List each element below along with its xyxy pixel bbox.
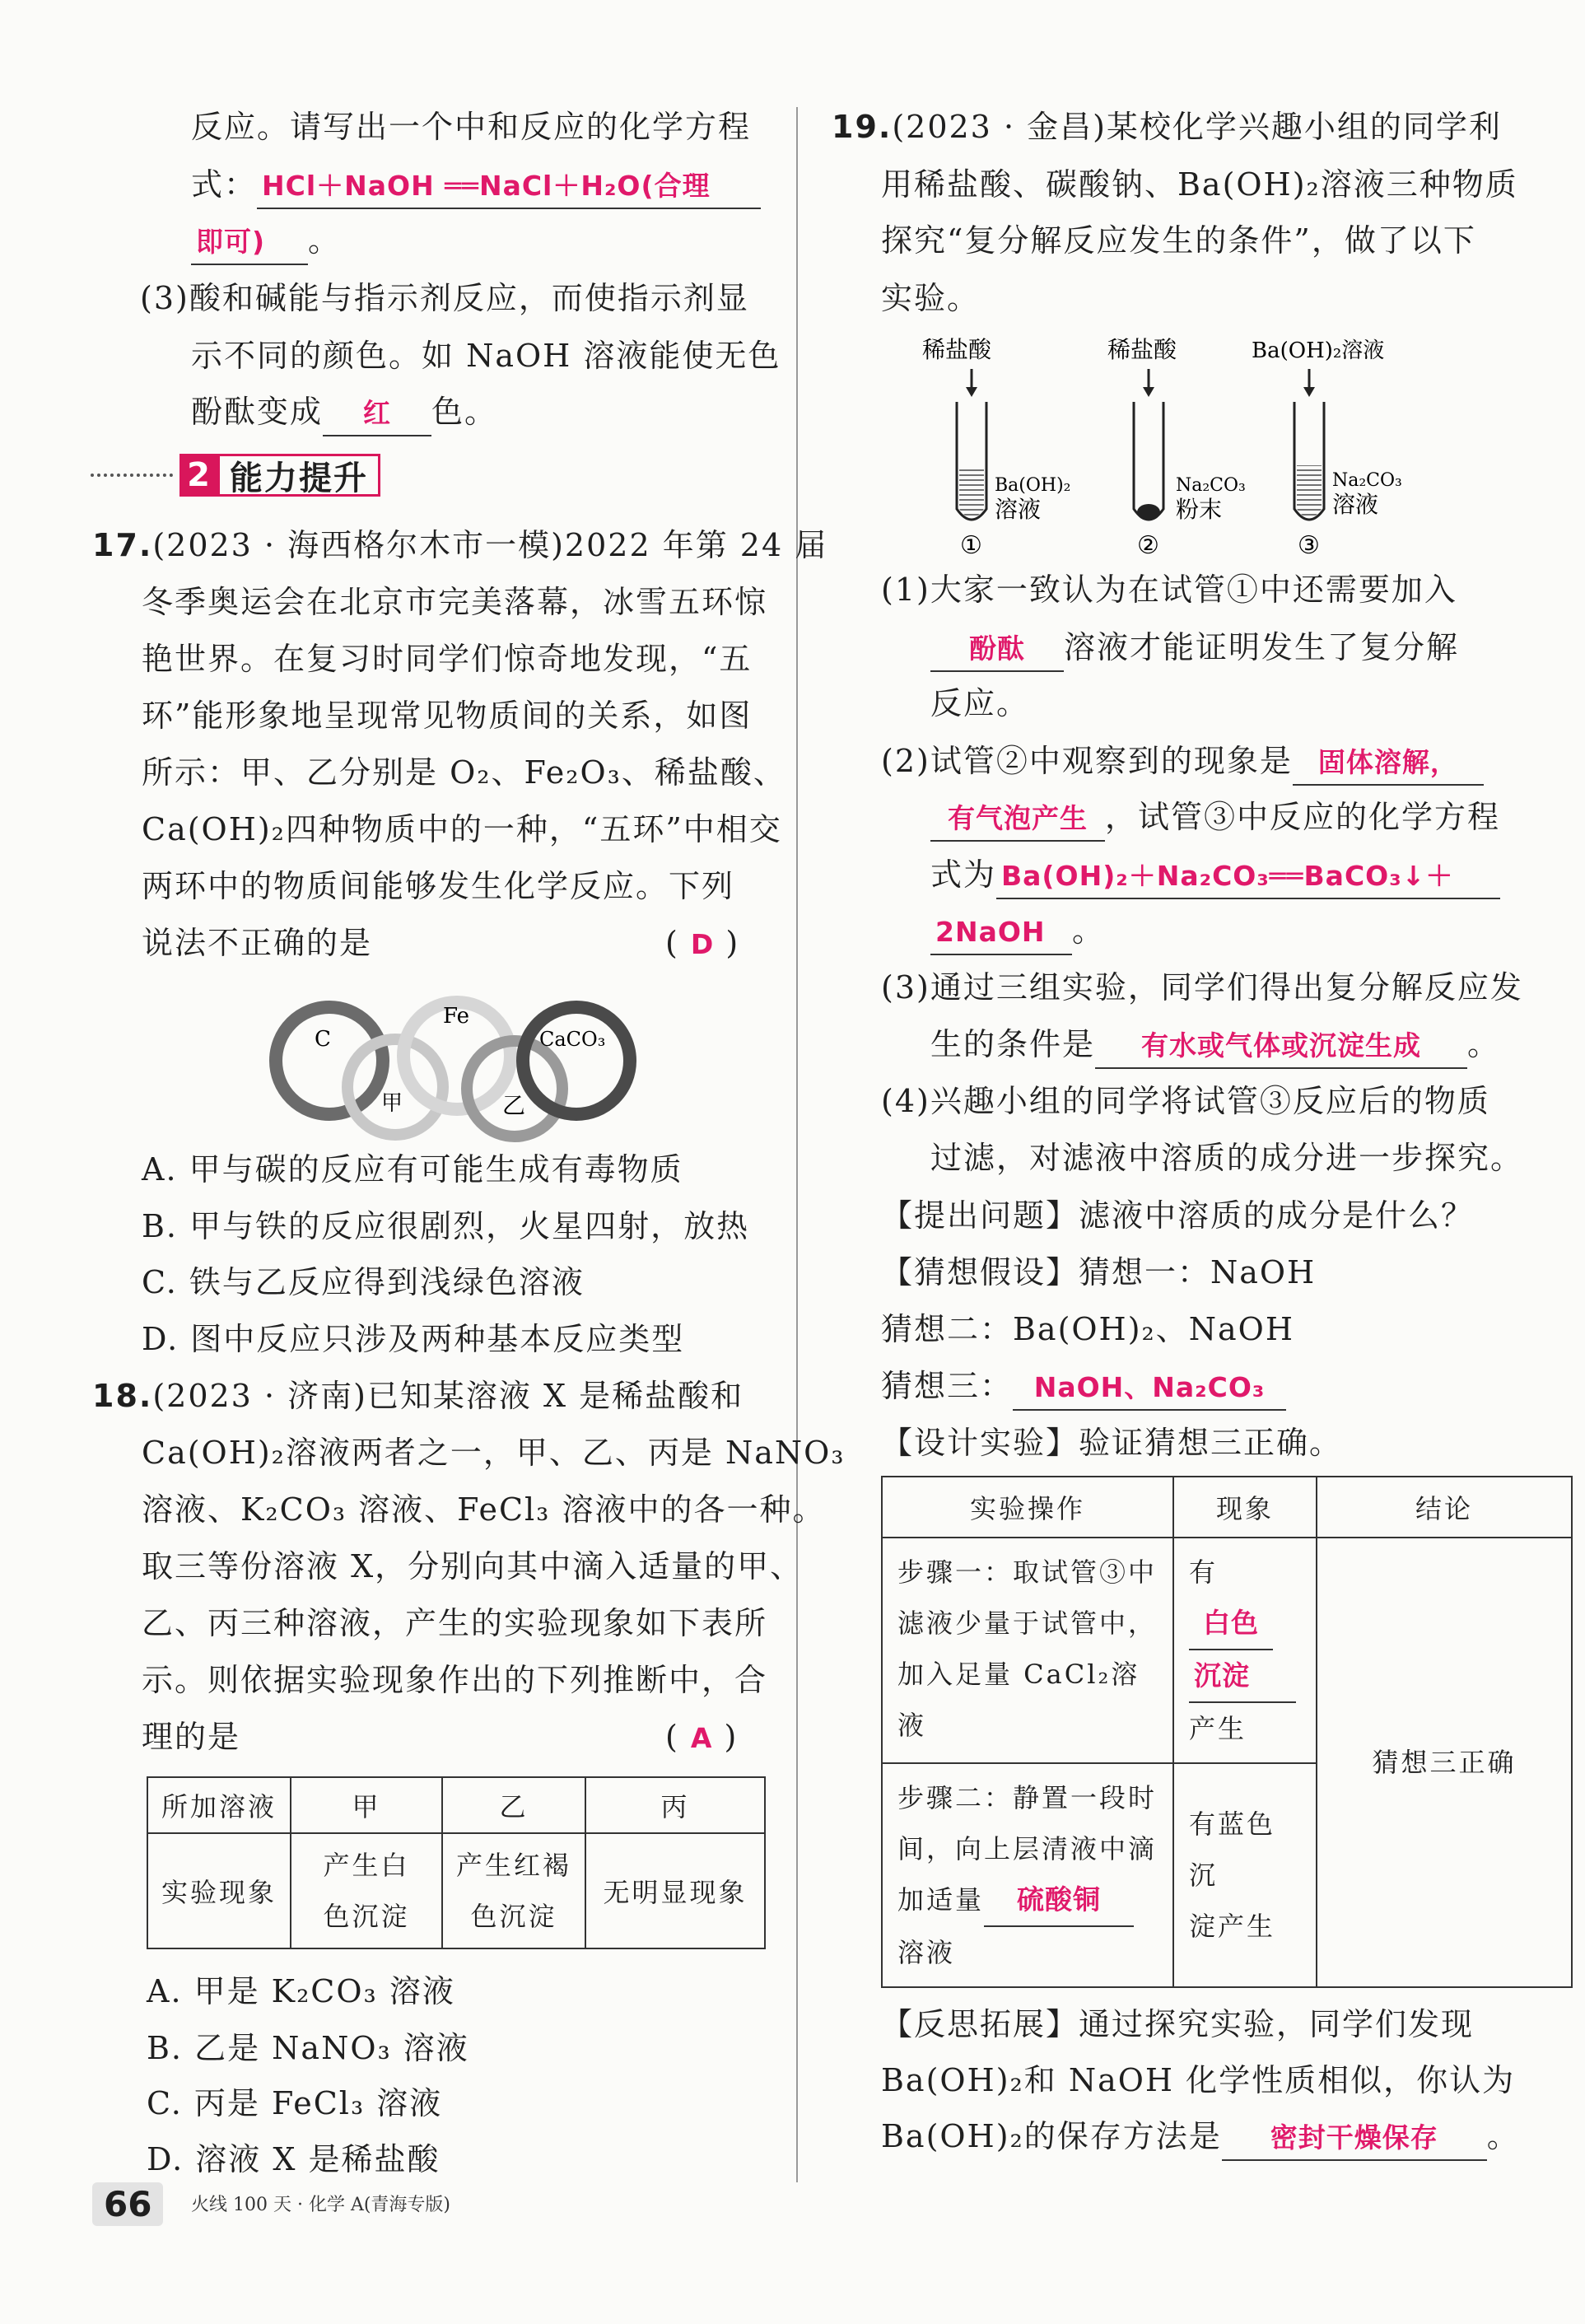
table-cell [291, 1833, 442, 1948]
section-number: 2 [179, 454, 217, 497]
text-line: 【反思拓展】通过探究实验，同学们发现 [881, 2006, 1475, 2042]
option-a: A. 甲是 K₂CO₃ 溶液 [147, 1973, 455, 2009]
table-header: 实验操作 [882, 1477, 1173, 1538]
text-line: 反应。 [930, 685, 1030, 721]
text-line [930, 626, 1459, 672]
tube-2-number: ② [1137, 531, 1159, 560]
text-line: 示不同的颜色。如 NaOH 溶液能使无色 [191, 338, 781, 374]
answer-equation-cont: 即可) [191, 221, 308, 265]
text-line: 溶液、K₂CO₃ 溶液、FeCl₃ 溶液中的各一种。 [142, 1491, 826, 1528]
text-line: Ca(OH)₂四种物质中的一种，“五环”中相交 [142, 811, 782, 847]
option-b: B. 乙是 NaNO₃ 溶液 [147, 2030, 469, 2066]
text-line: 环”能形象地呈现常见物质间的关系，如图 [142, 698, 753, 734]
answer-equation-cont: 2NaOH [930, 911, 1072, 955]
text-label: 。 [1467, 1026, 1501, 1062]
answer-equation: Ba(OH)₂＋Na₂CO₃══BaCO₃↓＋ [996, 855, 1500, 899]
answer-letter: A [690, 1722, 713, 1754]
cell-text: 色沉淀 [470, 1901, 557, 1932]
text-line: 所示：甲、乙分别是 O₂、Fe₂O₃、稀盐酸、 [142, 754, 786, 791]
tube-1-content: Ba(OH)₂ [995, 475, 1071, 496]
tube-1-liquid [959, 469, 984, 518]
q18-table [147, 1776, 766, 1949]
tube-3-number: ③ [1298, 531, 1320, 560]
text-label: 色。 [431, 394, 498, 430]
cell-text: 有蓝色沉 [1189, 1808, 1276, 1891]
text-label: Ba(OH)₂的保存方法是 [881, 2118, 1222, 2154]
text-line: 实验。 [881, 280, 981, 316]
cell-text: 产生 [1189, 1713, 1247, 1744]
text-line [881, 1365, 1286, 1411]
text-line: (4)兴趣小组的同学将试管③反应后的物质 [881, 1083, 1490, 1119]
text-label: 溶液才能证明发生了复分解 [1064, 629, 1460, 665]
text-label: 式为 [930, 856, 997, 893]
cell-text: 产生白 [323, 1850, 410, 1881]
text-line: 探究“复分解反应发生的条件”，做了以下 [881, 222, 1476, 259]
text-line: 反应。请写出一个中和反应的化学方程 [191, 109, 752, 145]
question-19-line [832, 105, 1502, 148]
answer-color: 红 [323, 392, 431, 436]
text-line: 理的是 [142, 1719, 241, 1755]
ring-caco3 [523, 1007, 630, 1114]
answer-precipitate-cont: 沉淀 [1189, 1650, 1296, 1703]
text-label: 酚酞变成 [191, 394, 324, 430]
option-a: A. 甲与碳的反应有可能生成有毒物质 [142, 1151, 683, 1188]
question-number: 18. [92, 1378, 153, 1414]
cell-text: 色沉淀 [323, 1901, 410, 1932]
option-d: D. 溶液 X 是稀盐酸 [147, 2141, 441, 2177]
answer-guess-3: NaOH、Na₂CO₃ [1013, 1366, 1286, 1411]
table-cell [882, 1763, 1173, 1987]
ring-label: Fe [443, 1004, 470, 1029]
text-line [930, 1023, 1500, 1069]
answer-indicator: 酚酞 [930, 628, 1064, 672]
answer-storage: 密封干燥保存 [1222, 2116, 1487, 2161]
text-line: (3)酸和碱能与指示剂反应，而使指示剂显 [140, 280, 749, 316]
ring-label: C [315, 1027, 331, 1052]
text-label: (2)试管②中观察到的现象是 [881, 743, 1293, 779]
table-header: 所加溶液 [147, 1777, 291, 1833]
text-line: Ca(OH)₂溶液两者之一，甲、乙、丙是 NaNO₃ [142, 1435, 846, 1471]
text-line: 示。则依据实验现象作出的下列推断中，合 [142, 1662, 768, 1698]
cell-text: 淀产生 [1189, 1911, 1276, 1942]
column-divider [796, 107, 798, 2182]
table-header: 甲 [291, 1777, 442, 1833]
ring-label: 乙 [502, 1092, 526, 1119]
text-line: 乙、丙三种溶液，产生的实验现象如下表所 [142, 1605, 768, 1641]
table-row [147, 1833, 765, 1948]
question-number: 19. [832, 109, 893, 145]
arrow-head [1143, 387, 1154, 397]
arrow-head [1303, 387, 1315, 397]
book-title: 火线 100 天 · 化学 A(青海专版) [191, 2195, 451, 2215]
tube-2-label: 稀盐酸 [1107, 336, 1177, 363]
tube-2-content: Na₂CO₃ [1176, 475, 1246, 496]
text-label: (2023 · 海西格尔木市一模)2022 年第 24 届 [152, 527, 828, 563]
text-line [191, 219, 341, 265]
answer-condition: 有水或气体或沉淀生成 [1095, 1024, 1467, 1069]
option-d: D. 图中反应只涉及两种基本反应类型 [142, 1321, 685, 1357]
five-rings-diagram [263, 980, 642, 1145]
text-line [881, 740, 1484, 786]
text-line: 两环中的物质间能够发生化学反应。下列 [142, 868, 735, 904]
answer-choice: ( D ) [665, 925, 740, 961]
text-line: 【设计实验】验证猜想三正确。 [881, 1425, 1343, 1461]
tube-3-liquid [1297, 465, 1322, 518]
tube-2-powder [1137, 504, 1160, 520]
text-line [930, 853, 1500, 899]
text-line [930, 909, 1105, 955]
table-header: 结论 [1317, 1477, 1572, 1538]
text-line: (3)通过三组实验，同学们得出复分解反应发 [881, 969, 1523, 1006]
tube-3-content: Na₂CO₃ [1332, 470, 1402, 491]
table-cell: 猜想三正确 [1317, 1538, 1572, 1987]
table-header: 丙 [585, 1777, 765, 1833]
cell-text: 步骤一：取试管③中 [897, 1556, 1158, 1588]
answer-phenomenon-cont: 有气泡产生 [930, 797, 1105, 842]
tube-3-content: 溶液 [1332, 491, 1379, 518]
option-b: B. 甲与铁的反应很剧烈，火星四射，放热 [142, 1208, 750, 1244]
answer-letter: D [690, 928, 715, 960]
q19-table [881, 1476, 1573, 1988]
table-cell [1173, 1763, 1317, 1987]
text-line: 用稀盐酸、碳酸钠、Ba(OH)₂溶液三种物质 [881, 166, 1518, 203]
arrow-head [966, 387, 977, 397]
answer-phenomenon: 固体溶解， [1293, 741, 1484, 786]
tube-2-content: 粉末 [1176, 496, 1223, 523]
section-heading [91, 451, 380, 499]
tube-3-label: Ba(OH)₂溶液 [1252, 338, 1385, 363]
ring-label: CaCO₃ [539, 1028, 606, 1051]
text-label: (2023 · 金昌)某校化学兴趣小组的同学利 [892, 109, 1502, 145]
text-line: 【提出问题】滤液中溶质的成分是什么？ [881, 1197, 1475, 1234]
table-cell [882, 1538, 1173, 1763]
page-number: 66 [92, 2182, 163, 2226]
answer-reagent: 硫酸铜 [984, 1874, 1134, 1927]
table-cell: 无明显现象 [585, 1833, 765, 1948]
test-tube-2 [1134, 402, 1163, 520]
text-line [930, 796, 1500, 842]
answer-equation: HCl＋NaOH ══NaCl＋H₂O(合理 [257, 165, 761, 209]
text-label: 。 [1072, 912, 1106, 949]
text-label: 。 [1486, 2118, 1520, 2154]
option-c: C. 铁与乙反应得到浅绿色溶液 [142, 1264, 585, 1300]
tube-1-label: 稀盐酸 [922, 336, 992, 363]
question-17-line [92, 524, 827, 567]
table-cell [1173, 1538, 1317, 1763]
text-label: 。 [308, 222, 342, 259]
ring-label: 甲 [381, 1091, 403, 1116]
cell-text: 间，向上层清液中滴 [897, 1833, 1158, 1864]
answer-choice: ( A ) [665, 1719, 739, 1755]
ring-c [276, 1007, 383, 1114]
table-row [882, 1538, 1572, 1763]
table-header-row [147, 1777, 765, 1833]
cell-text: 有 [1189, 1556, 1219, 1588]
tube-1-number: ① [960, 531, 982, 560]
answer-precipitate: 白色 [1189, 1598, 1273, 1650]
table-cell [442, 1833, 585, 1948]
section-title: 能力提升 [217, 454, 380, 497]
text-label: 式： [191, 166, 258, 203]
dotted-connector [91, 474, 173, 477]
text-line: Ba(OH)₂和 NaOH 化学性质相似，你认为 [881, 2062, 1516, 2098]
cell-text: 溶液 [897, 1937, 956, 1968]
question-18-line [92, 1374, 744, 1417]
table-row-label: 实验现象 [147, 1833, 291, 1948]
text-label: 猜想三： [881, 1368, 1014, 1404]
cell-text: 步骤二：静置一段时 [897, 1782, 1158, 1813]
cell-text: 滤液少量于试管中， [897, 1608, 1158, 1639]
text-line [191, 390, 497, 436]
text-line: 过滤，对滤液中溶质的成分进一步探究。 [930, 1140, 1524, 1176]
text-line [191, 163, 761, 209]
cell-text: 产生红褐 [455, 1850, 571, 1881]
cell-text: 加入足量 CaCl₂溶液 [897, 1659, 1140, 1741]
tube-1-content: 溶液 [995, 496, 1042, 523]
test-tube-diagram [922, 329, 1433, 560]
text-line: 猜想二：Ba(OH)₂、NaOH [881, 1311, 1294, 1347]
table-header-row [882, 1477, 1572, 1538]
table-header: 现象 [1173, 1477, 1317, 1538]
ring-jia [347, 1039, 443, 1135]
text-line: (1)大家一致认为在试管①中还需要加入 [881, 572, 1457, 608]
text-label: 生的条件是 [930, 1026, 1096, 1062]
text-label: ，试管③中反应的化学方程 [1105, 799, 1501, 835]
text-line: 艳世界。在复习时同学们惊奇地发现，“五 [142, 641, 753, 677]
text-line: 取三等份溶液 X，分别向其中滴入适量的甲、 [142, 1548, 804, 1584]
text-line: 【猜想假设】猜想一：NaOH [881, 1254, 1317, 1290]
text-line: 说法不正确的是 [142, 925, 373, 961]
text-line [881, 2115, 1520, 2161]
table-header: 乙 [442, 1777, 585, 1833]
cell-text: 加适量 [897, 1884, 985, 1916]
text-line: 冬季奥运会在北京市完美落幕，冰雪五环惊 [142, 584, 768, 620]
question-number: 17. [92, 527, 153, 563]
text-label: (2023 · 济南)已知某溶液 X 是稀盐酸和 [152, 1378, 744, 1414]
option-c: C. 丙是 FeCl₃ 溶液 [147, 2085, 443, 2121]
